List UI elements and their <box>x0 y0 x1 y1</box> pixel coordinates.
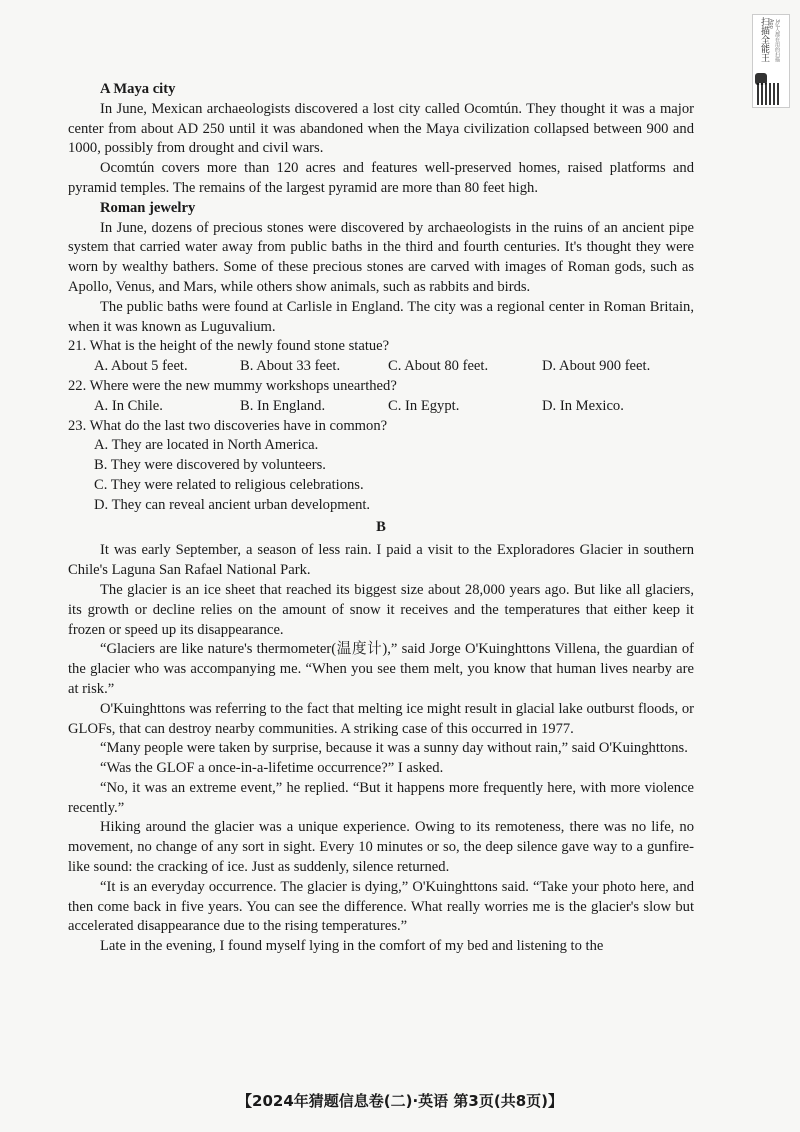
option-b: B. They were discovered by volunteers. <box>94 457 326 474</box>
question-21: 21. What is the height of the newly found stone statue? <box>68 338 390 355</box>
glacier-paragraph-7: “No, it was an extreme event,” he replied. “But it happens more frequently here, with more violence recently.” <box>68 779 694 816</box>
page-footer: 【2024年猜题信息卷(二)·英语 第3页(共8页)】 <box>237 1092 563 1110</box>
scanner-app-tagline: 3亿人都在用的扫描App <box>768 19 780 63</box>
option-d: D. They can reveal ancient urban development. <box>94 496 371 513</box>
glacier-paragraph-1: It was early September, a season of less rain. I paid a visit to the Exploradores Glacier in southern Chile's Laguna San Rafael National Park. <box>68 542 694 579</box>
glacier-paragraph-3: “Glaciers are like nature's thermometer(温度计),” said Jorge O'Kuinghttons Villena, the guardian of the glacier who was accompanying me. “When you see them melt, you know that human lives nearby are at risk.” <box>68 641 694 697</box>
section-b-heading: B <box>376 518 386 535</box>
roman-paragraph-1: In June, dozens of precious stones were discovered by archaeologists in the ruins of an ancient pipe system that carried water away from public baths in the third and fourth centuries. It's thought they were worn by wealthy bathers. Some of these precious stones are carved with images of Roman gods, such as Apollo, Venus, and Mars, while others show animals, such as rabbits and birds. <box>68 219 694 295</box>
option-a: A. In Chile. <box>94 397 163 414</box>
scanner-app-name: 扫描全能王 <box>759 17 769 62</box>
qr-code-icon <box>757 83 781 105</box>
maya-paragraph-2: Ocomtún covers more than 120 acres and features well-preserved homes, raised platforms and pyramid temples. The remains of the largest pyramid are more than 80 feet high. <box>68 160 694 196</box>
option-c: C. They were related to religious celebrations. <box>94 476 364 493</box>
option-a: A. They are located in North America. <box>94 437 319 454</box>
option-d: D. In Mexico. <box>542 397 624 414</box>
option-b: B. In England. <box>240 397 326 414</box>
glacier-paragraph-6: “Was the GLOF a once-in-a-lifetime occurrence?” I asked. <box>100 760 444 777</box>
question-23: 23. What do the last two discoveries have in common? <box>68 417 388 434</box>
question-22: 22. Where were the new mummy workshops unearthed? <box>68 377 397 394</box>
glacier-paragraph-10: Late in the evening, I found myself lying in the comfort of my bed and listening to the <box>100 938 604 955</box>
option-a: A. About 5 feet. <box>94 358 188 375</box>
glacier-paragraph-4: O'Kuinghttons was referring to the fact that melting ice might result in glacial lake outburst floods, or GLOFs, that can destroy nearby communities. A striking case of this occurred in 1977. <box>68 700 694 737</box>
glacier-paragraph-5: “Many people were taken by surprise, because it was a sunny day without rain,” said O'Kuinghttons. <box>100 740 688 757</box>
scanner-watermark <box>752 14 790 108</box>
maya-heading: A Maya city <box>100 81 176 97</box>
page-content <box>68 80 694 957</box>
question-21-options <box>68 357 694 377</box>
roman-heading: Roman jewelry <box>100 199 196 216</box>
glacier-paragraph-2: The glacier is an ice sheet that reached its biggest size about 28,000 years ago. But like all glaciers, its growth or decline relies on the amount of snow it receives and the temperatures that either keep it frozen or speed up its disappearance. <box>68 581 694 638</box>
option-c: C. In Egypt. <box>388 397 460 414</box>
option-b: B. About 33 feet. <box>240 358 341 375</box>
option-c: C. About 80 feet. <box>388 358 489 375</box>
option-d: D. About 900 feet. <box>542 358 651 375</box>
glacier-paragraph-9: “It is an everyday occurrence. The glacier is dying,” O'Kuinghttons said. “Take your photo here, and then come back in five years. You can see the difference. What really worries me is the glacier's slow but accelerated disappearance due to the rising temperatures.” <box>68 878 694 935</box>
question-22-options <box>68 397 694 417</box>
maya-paragraph-1: In June, Mexican archaeologists discovered a lost city called Ocomtún. They thought it was a major center from about AD 250 until it was abandoned when the Maya civilization collapsed between 900 and 1000, possibly from drought and civil wars. <box>68 100 694 157</box>
roman-paragraph-2: The public baths were found at Carlisle in England. The city was a regional center in Roman Britain, when it was known as Luguvalium. <box>68 298 694 335</box>
glacier-paragraph-8: Hiking around the glacier was a unique experience. Owing to its remoteness, there was no life, no movement, no change of any sort in sight. Every 10 minutes or so, the deep silence gave way to a gunfire-like sound: the cracking of ice. Just as suddenly, silence returned. <box>68 819 694 876</box>
